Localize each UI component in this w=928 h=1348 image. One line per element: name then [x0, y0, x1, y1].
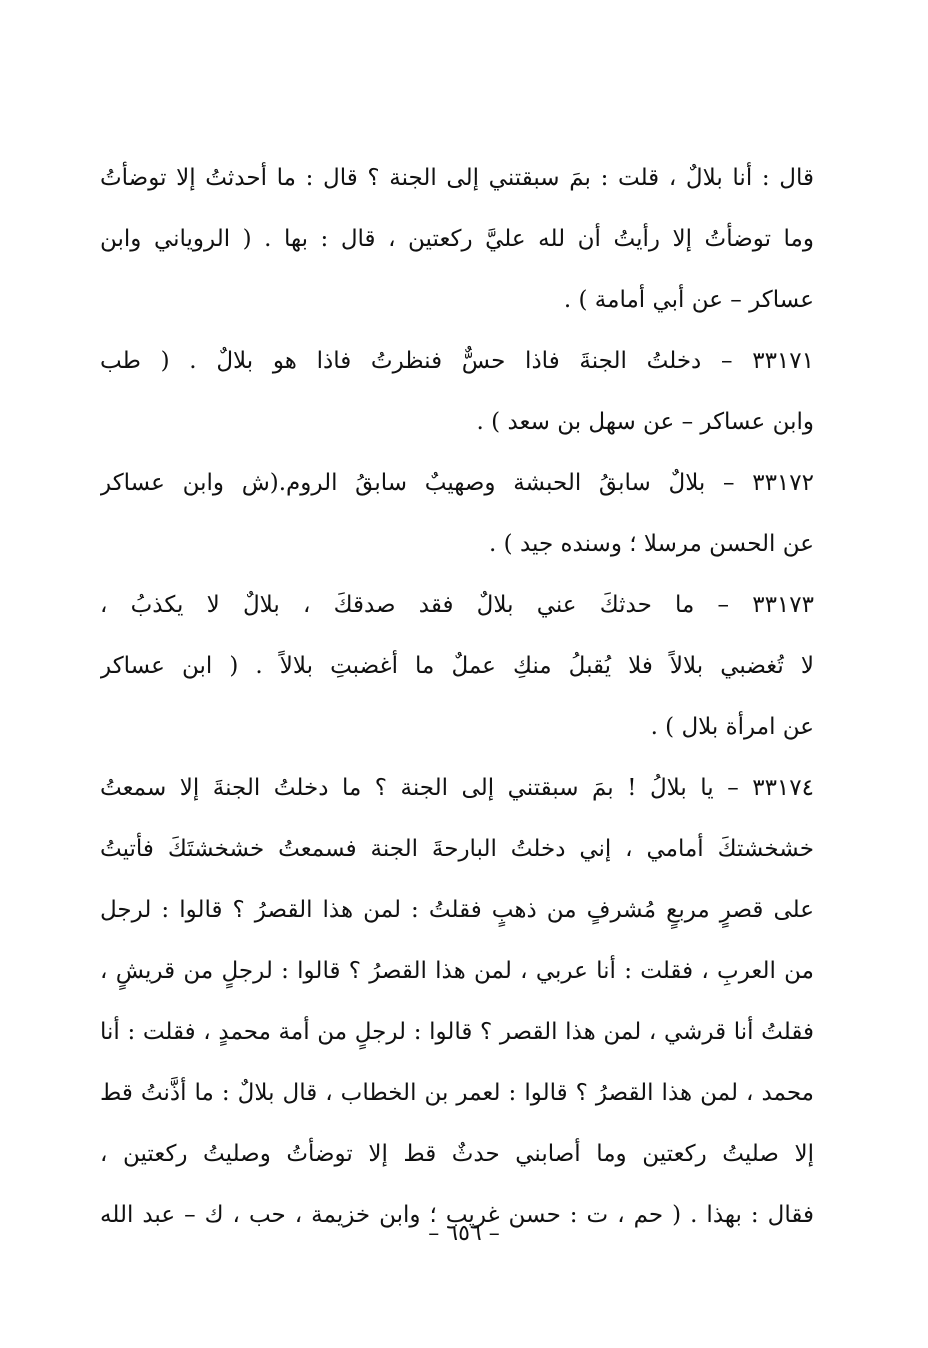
text-line: لا تُغضبي بلالاً فلا يُقبلُ منكِ عملٌ ما أغضبتِ بلالاً . ( ابن عساكر	[100, 653, 814, 679]
text-line: ٣٣١٧٢ – بلالٌ سابقُ الحبشة وصهيبٌ سابقُ الروم.(ش وابن عساكر	[100, 470, 814, 496]
text-line: ٣٣١٧١ – دخلتُ الجنةَ فاذا حسٌّ فنظرتُ فاذا هو بلالٌ . ( طب	[100, 348, 814, 374]
text-line: وما توضأتُ إلا رأيتُ أن لله عليَّ ركعتين ، قال : بها . ( الروياني وابن	[100, 226, 814, 252]
text-line: محمد ، لمن هذا القصرُ ؟ قالوا : لعمر بن الخطاب ، قال بلالٌ : ما أذَّنتُ قط	[100, 1080, 814, 1106]
text-line: خشخشتكَ أمامي ، إني دخلتُ البارحةَ الجنة فسمعتُ خشخشتَكَ فأتيتُ	[100, 836, 814, 862]
paragraph-33173	[100, 575, 814, 758]
paragraph-1	[100, 148, 814, 331]
text-line: عساكر – عن أبي أمامة ) .	[563, 287, 814, 313]
text-line: على قصرٍ مربعٍ مُشرفٍ من ذهبٍ فقلتُ : لمن هذا القصرُ ؟ قالوا : لرجل	[100, 897, 814, 923]
page-number: – ٦٥٦ –	[428, 1221, 500, 1246]
text-line: فقال : بهذا . ( حم ، ت : حسن غريب ؛ وابن خزيمة ، حب ، ك – عبد الله	[100, 1202, 814, 1228]
paragraph-33171	[100, 331, 814, 453]
text-line: ٣٣١٧٤ – يا بلالُ ! بمَ سبقتني إلى الجنة ؟ ما دخلتُ الجنةَ إلا سمعتُ	[100, 775, 814, 801]
text-line: وابن عساكر – عن سهل بن سعد ) .	[476, 409, 814, 435]
text-line: فقلتُ أنا قرشي ، لمن هذا القصر ؟ قالوا : لرجلٍ من أمة محمدٍ ، فقلت : أنا	[100, 1019, 814, 1045]
body-text	[100, 148, 814, 1246]
text-line: ٣٣١٧٣ – ما حدثكَ عني بلالٌ فقد صدقكَ ، بلالٌ لا يكذبُ ،	[100, 592, 814, 618]
text-line: من العربِ ، فقلت : أنا عربي ، لمن هذا القصرُ ؟ قالوا : لرجلٍ من قريشٍ ،	[100, 958, 814, 984]
paragraph-33172	[100, 453, 814, 575]
paragraph-33174	[100, 758, 814, 1246]
text-line: قال : أنا بلالٌ ، قلت : بمَ سبقتني إلى الجنة ؟ قال : ما أحدثتُ إلا توضأتُ	[100, 165, 814, 191]
text-line: عن الحسن مرسلا ؛ وسنده جيد ) .	[489, 531, 814, 557]
text-line: عن امرأة بلال ) .	[650, 714, 814, 740]
text-line: إلا صليتُ ركعتين وما أصابني حدثٌ قط إلا توضأتُ وصليتُ ركعتين ،	[100, 1141, 814, 1167]
